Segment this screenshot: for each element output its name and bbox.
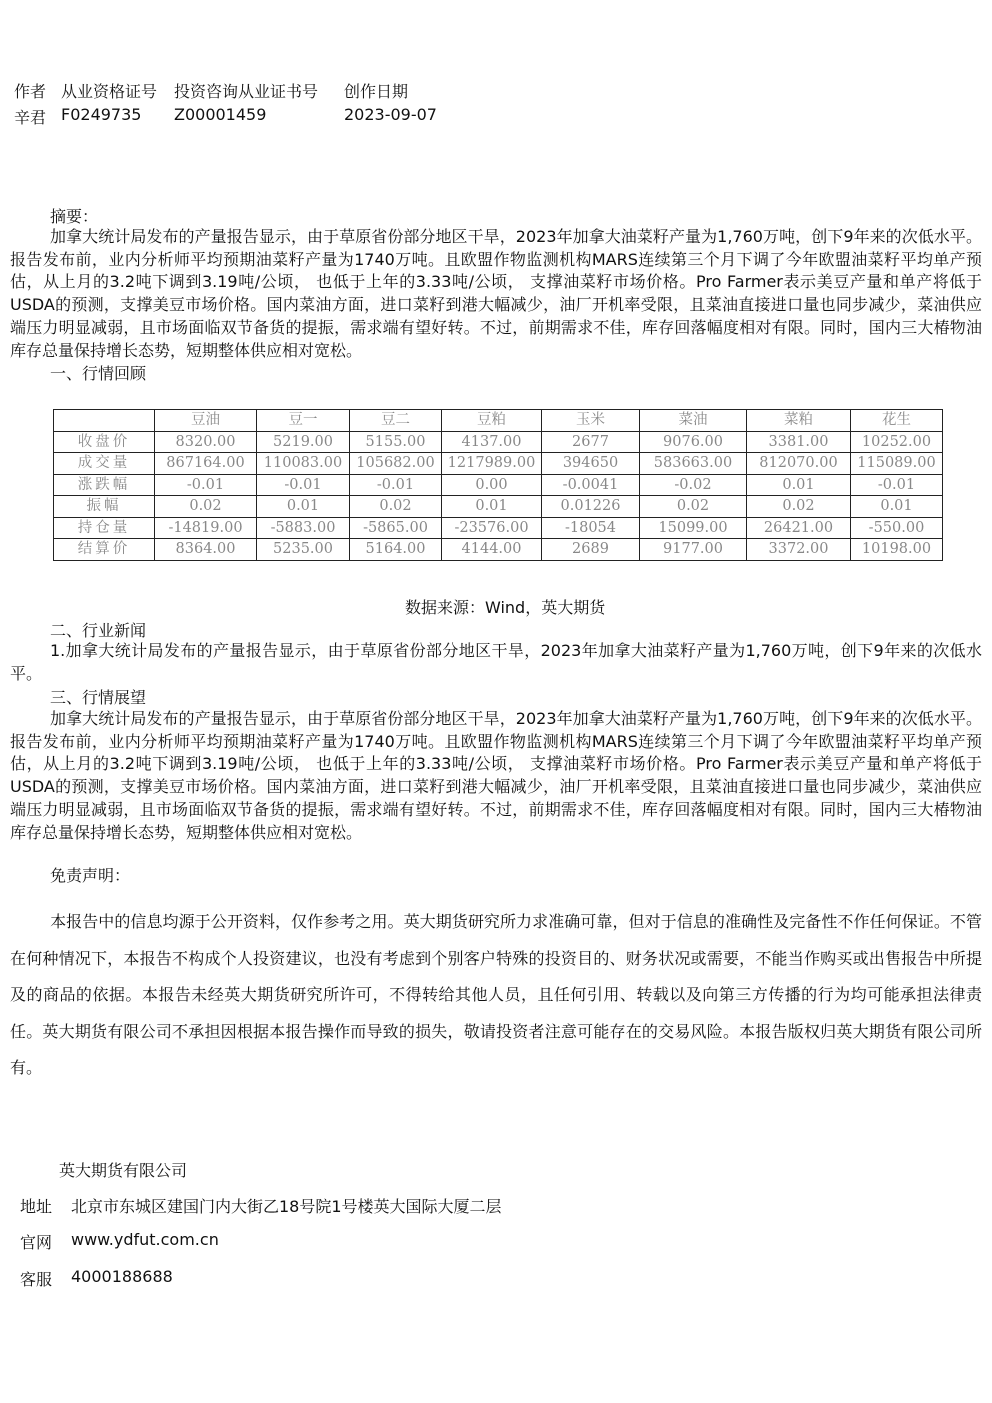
meta-date: 2023-09-07 (344, 105, 437, 124)
footer-phone-label: 客服 (20, 1270, 53, 1289)
table-cell: 4144.00 (442, 539, 542, 561)
table-cell: 26421.00 (747, 517, 851, 539)
column-header: 豆二 (350, 410, 442, 432)
section3-text: 加拿大统计局发布的产量报告显示，由于草原省份部分地区干旱，2023年加拿大油菜籽产量为1,760万吨，创下9年来的次低水平。报告发布前，业内分析师平均预期油菜籽产量为1740万吨。且欧盟作物监测机构MARS连续第三个月下调了今年欧盟油菜籽平均单产预估，从上月的3.2吨下调到3.19吨/公顷， 也低于上年的3.33吨/公顷， 支撑油菜籽市场价格。Pro Farmer表示美豆产量和单产将低于USDA的预测，支撑美豆市场价格。国内菜油方面，进口菜籽到港大幅减少，油厂开机率受限，且菜油直接进口量也同步减少，菜油供应端压力明显减弱，且市场面临双节备货的提振，需求端有望好转。不过，前期需求不佳，库存回落幅度相对有限。同时，国内三大椿物油库存总量保持增长态势，短期整体供应相对宽松。 (10, 709, 982, 842)
table-cell: 5155.00 (350, 431, 442, 453)
footer-website-link[interactable]: www.ydfut.com.cn (71, 1230, 219, 1249)
section3-paragraph (10, 708, 982, 844)
table-cell: 115089.00 (851, 453, 943, 475)
row-header: 结算价 (54, 539, 155, 561)
summary-title: 摘要： (50, 207, 99, 226)
table-cell: -0.01 (851, 474, 943, 496)
table-cell: 8364.00 (155, 539, 257, 561)
table-row (54, 474, 943, 496)
table-cell: 8320.00 (155, 431, 257, 453)
table-header-row (54, 410, 943, 432)
meta-header-author: 作者 (14, 82, 47, 101)
table-cell: 0.01 (851, 496, 943, 518)
table-row (54, 453, 943, 475)
section2-title: 二、行业新闻 (50, 621, 147, 640)
table-cell: 0.02 (155, 496, 257, 518)
meta-header-consulting-cert: 投资咨询从业证书号 (174, 82, 319, 101)
table-cell: -23576.00 (442, 517, 542, 539)
column-header: 花生 (851, 410, 943, 432)
summary-paragraph (10, 226, 982, 362)
footer-company: 英大期货有限公司 (59, 1161, 188, 1180)
table-row (54, 517, 943, 539)
section3-title: 三、行情展望 (50, 688, 147, 707)
table-cell: 0.01 (257, 496, 350, 518)
column-header: 豆油 (155, 410, 257, 432)
table-cell: -0.02 (640, 474, 747, 496)
table-cell: 394650 (542, 453, 640, 475)
table-cell: 0.00 (442, 474, 542, 496)
table-cell: 2689 (542, 539, 640, 561)
table-cell: -18054 (542, 517, 640, 539)
meta-author: 辛君 (14, 108, 47, 127)
row-header: 收盘价 (54, 431, 155, 453)
table-cell: 110083.00 (257, 453, 350, 475)
table-cell: 867164.00 (155, 453, 257, 475)
section2-paragraph (10, 640, 982, 685)
footer-address: 北京市东城区建国门内大街乙18号院1号楼英大国际大厦二层 (71, 1197, 502, 1216)
footer-address-label: 地址 (20, 1197, 53, 1216)
market-table (53, 409, 943, 561)
disclaimer-paragraph (10, 904, 982, 1087)
table-cell: -5883.00 (257, 517, 350, 539)
row-header: 涨跌幅 (54, 474, 155, 496)
table-cell: 9076.00 (640, 431, 747, 453)
table-cell: -550.00 (851, 517, 943, 539)
table-cell: 105682.00 (350, 453, 442, 475)
table-cell: 2677 (542, 431, 640, 453)
disclaimer-title: 免责声明： (50, 866, 131, 885)
table-cell: 0.02 (350, 496, 442, 518)
row-header: 振幅 (54, 496, 155, 518)
summary-text: 加拿大统计局发布的产量报告显示，由于草原省份部分地区干旱，2023年加拿大油菜籽产量为1,760万吨，创下9年来的次低水平。报告发布前，业内分析师平均预期油菜籽产量为1740万吨。且欧盟作物监测机构MARS连续第三个月下调了今年欧盟油菜籽平均单产预估，从上月的3.2吨下调到3.19吨/公顷， 也低于上年的3.33吨/公顷， 支撑油菜籽市场价格。Pro Farmer表示美豆产量和单产将低于USDA的预测，支撑美豆市场价格。国内菜油方面，进口菜籽到港大幅减少，油厂开机率受限，且菜油直接进口量也同步减少，菜油供应端压力明显减弱，且市场面临双节备货的提振，需求端有望好转。不过，前期需求不佳，库存回落幅度相对有限。同时，国内三大椿物油库存总量保持增长态势，短期整体供应相对宽松。 (10, 227, 982, 360)
meta-header-qualification: 从业资格证号 (61, 82, 158, 101)
table-corner-cell (54, 410, 155, 432)
table-cell: -0.01 (257, 474, 350, 496)
table-cell: 0.01 (747, 474, 851, 496)
column-header: 菜粕 (747, 410, 851, 432)
table-cell: 812070.00 (747, 453, 851, 475)
footer-website-label: 官网 (20, 1233, 53, 1252)
section2-text: 1.加拿大统计局发布的产量报告显示，由于草原省份部分地区干旱，2023年加拿大油菜籽产量为1,760万吨，创下9年来的次低水平。 (10, 641, 982, 683)
table-cell: 0.01 (442, 496, 542, 518)
table-cell: 4137.00 (442, 431, 542, 453)
table-cell: 0.01226 (542, 496, 640, 518)
table-cell: 5219.00 (257, 431, 350, 453)
table-cell: 3372.00 (747, 539, 851, 561)
table-cell: -0.0041 (542, 474, 640, 496)
meta-consulting-cert: Z00001459 (174, 105, 267, 124)
table-cell: 5164.00 (350, 539, 442, 561)
row-header: 成交量 (54, 453, 155, 475)
table-cell: -0.01 (155, 474, 257, 496)
column-header: 豆一 (257, 410, 350, 432)
column-header: 菜油 (640, 410, 747, 432)
footer-phone: 4000188688 (71, 1267, 173, 1286)
table-row (54, 496, 943, 518)
table-cell: -14819.00 (155, 517, 257, 539)
table-cell: -0.01 (350, 474, 442, 496)
meta-header-date: 创作日期 (344, 82, 409, 101)
row-header: 持仓量 (54, 517, 155, 539)
table-cell: 3381.00 (747, 431, 851, 453)
meta-qualification: F0249735 (61, 105, 142, 124)
section1-title: 一、行情回顾 (50, 364, 147, 383)
table-row (54, 431, 943, 453)
table-cell: 9177.00 (640, 539, 747, 561)
table-cell: 15099.00 (640, 517, 747, 539)
table-cell: 5235.00 (257, 539, 350, 561)
table-cell: 10252.00 (851, 431, 943, 453)
table-row (54, 539, 943, 561)
table-cell: 0.02 (747, 496, 851, 518)
column-header: 玉米 (542, 410, 640, 432)
table-cell: 1217989.00 (442, 453, 542, 475)
table-cell: 10198.00 (851, 539, 943, 561)
disclaimer-text: 本报告中的信息均源于公开资料，仅作参考之用。英大期货研究所力求准确可靠，但对于信息的准确性及完备性不作任何保证。不管在何种情况下，本报告不构成个人投资建议，也没有考虑到个别客户特殊的投资目的、财务状况或需要，不能当作购买或出售报告中所提及的商品的依据。本报告未经英大期货研究所许可，不得转给其他人员，且任何引用、转载以及向第三方传播的行为均可能承担法律责任。英大期货有限公司不承担因根据本报告操作而导致的损失，敬请投资者注意可能存在的交易风险。本报告版权归英大期货有限公司所有。 (10, 912, 982, 1077)
table-source: 数据来源：Wind，英大期货 (405, 598, 606, 617)
table-cell: 0.02 (640, 496, 747, 518)
table-cell: 583663.00 (640, 453, 747, 475)
table-cell: -5865.00 (350, 517, 442, 539)
column-header: 豆粕 (442, 410, 542, 432)
